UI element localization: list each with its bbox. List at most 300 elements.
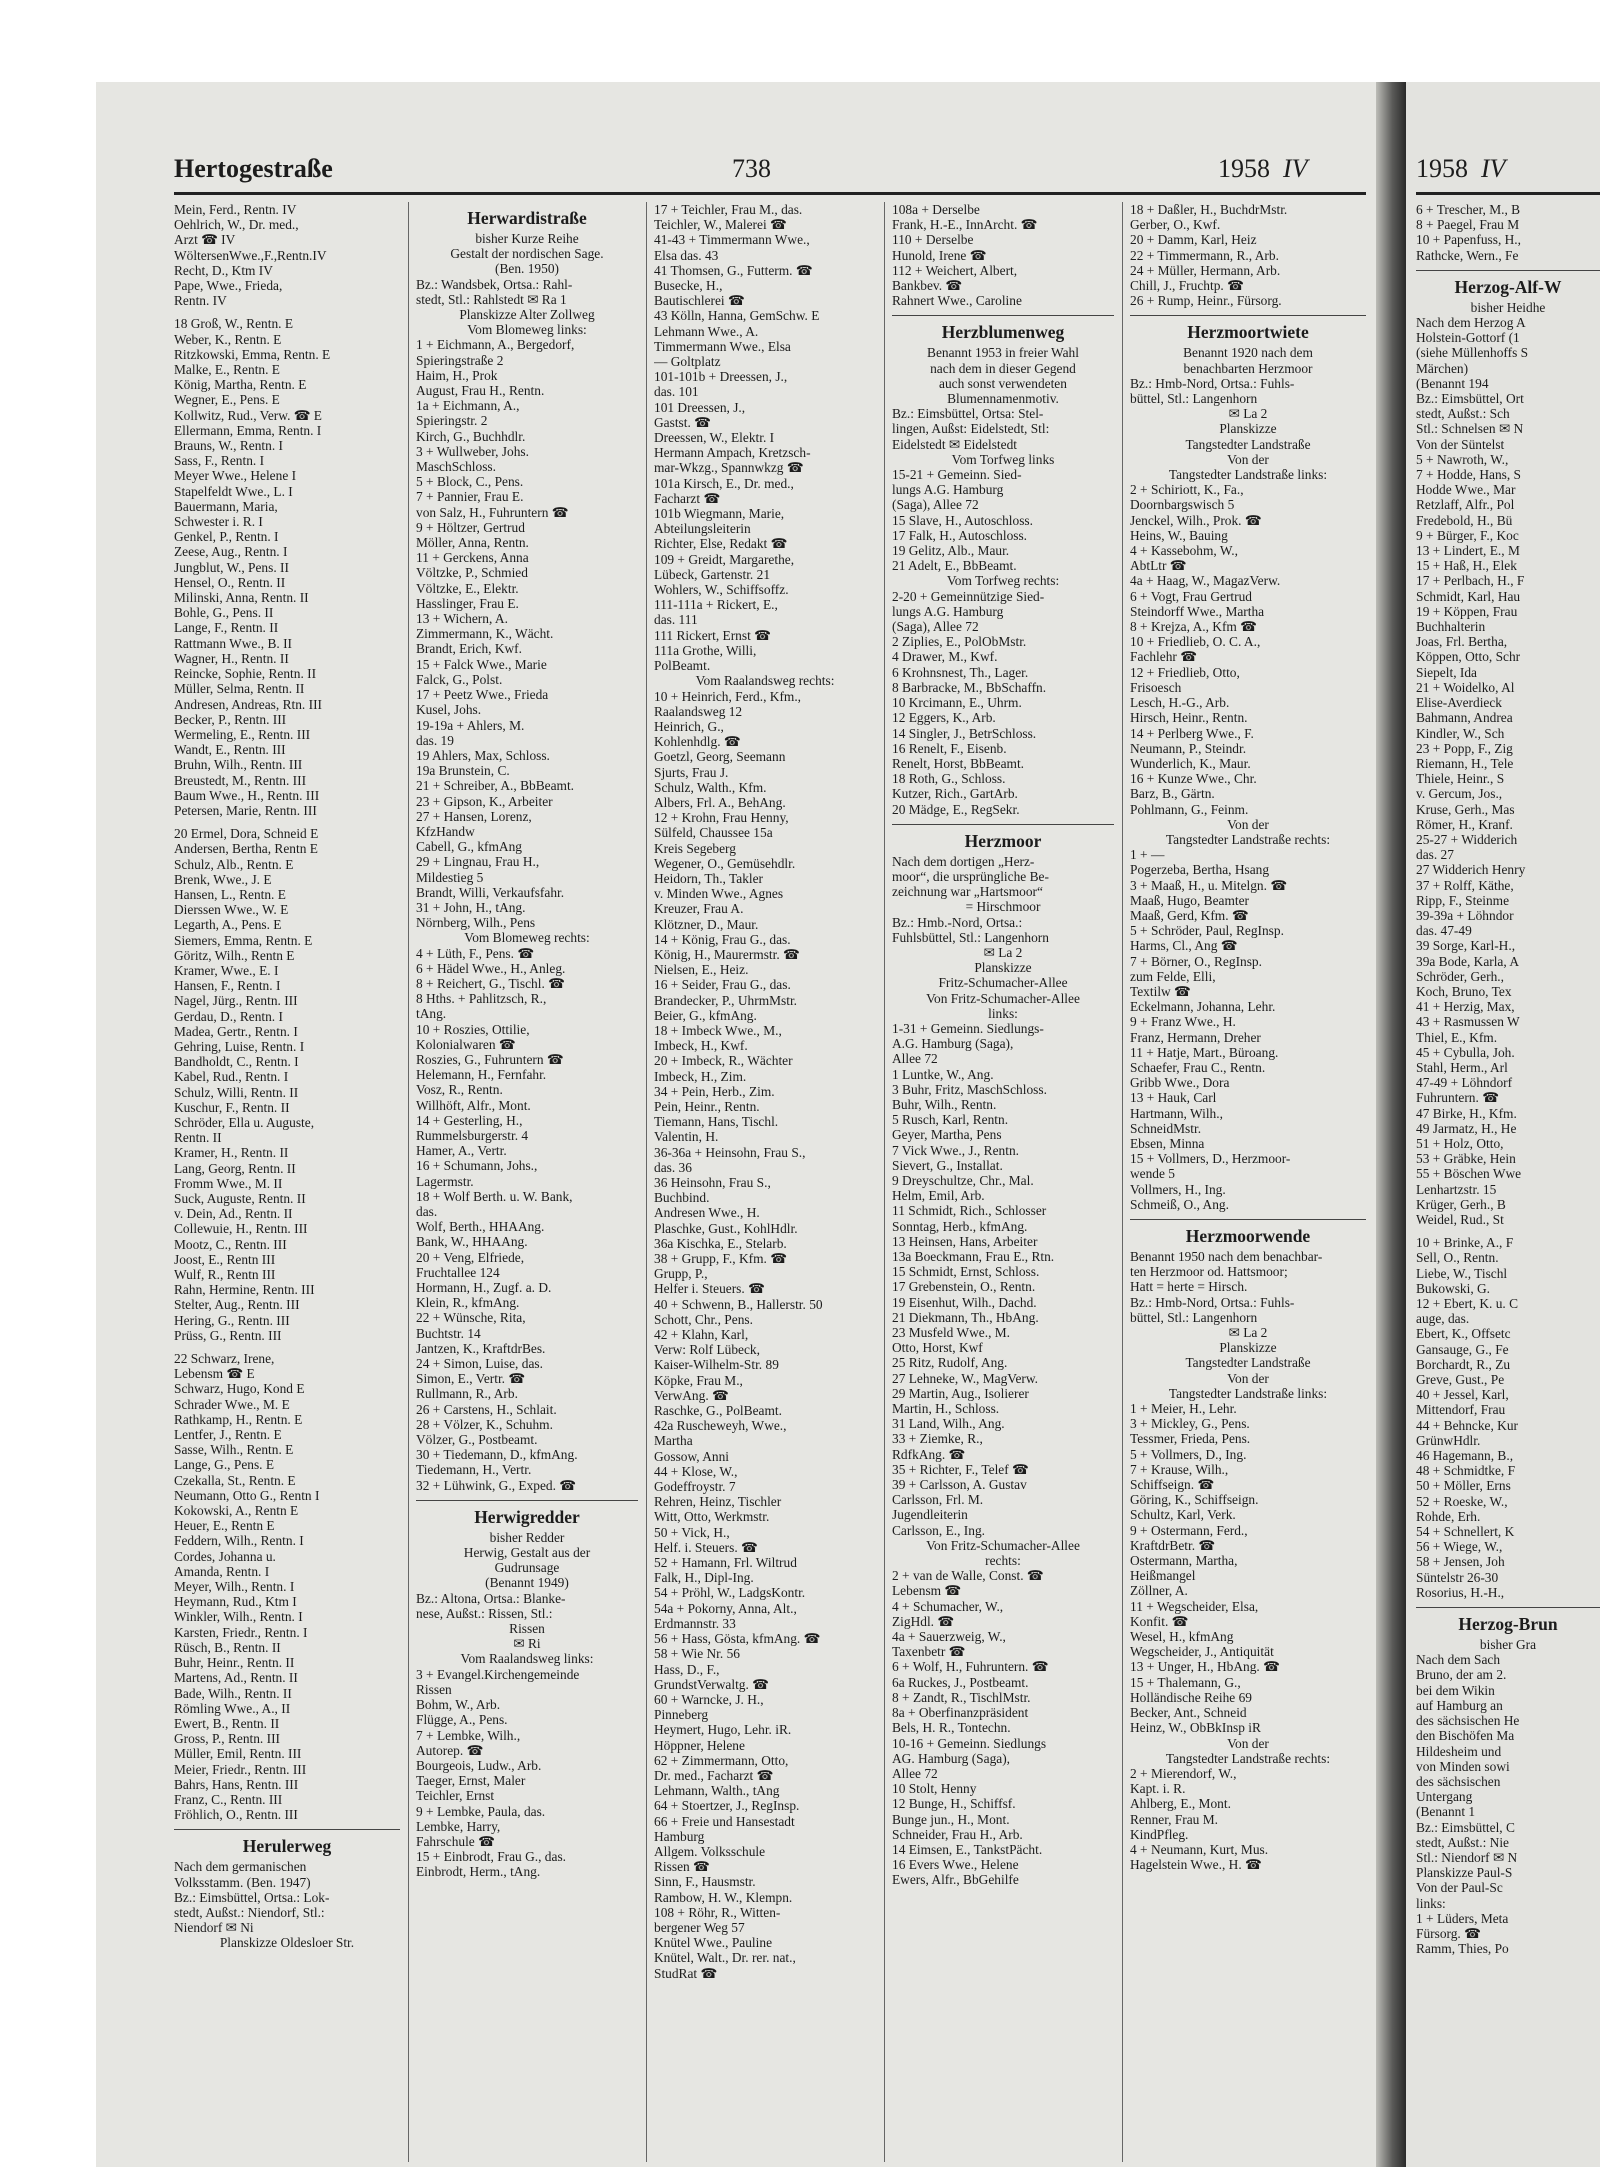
directory-entry: 23 Musfeld Wwe., M.: [892, 1325, 1011, 1341]
directory-entry: Höppner, Helene: [654, 1737, 745, 1753]
directory-entry: 22 + Wünsche, Rita,: [416, 1310, 526, 1326]
directory-entry: Kirch, G., Buchhdlr.: [416, 428, 526, 444]
directory-entry: Weidel, Rud., St: [1416, 1212, 1504, 1227]
directory-entry: Schaefer, Frau C., Rentn.: [1130, 1059, 1266, 1075]
directory-entry: Bohle, G., Pens. II: [174, 605, 274, 621]
directory-entry: Weber, K., Rentn. E: [174, 331, 282, 347]
directory-entry: 21 Adelt, E., BbBeamt.: [892, 558, 1017, 574]
directory-entry: Bautischlerei ☎: [654, 293, 745, 309]
directory-entry: Elsa das. 43: [654, 247, 719, 263]
directory-entry: Karsten, Friedr., Rentn. I: [174, 1624, 308, 1640]
directory-entry: zum Felde, Elli,: [1130, 968, 1216, 984]
directory-entry: stedt, Außst.: Nie: [1416, 1834, 1509, 1850]
directory-entry: den Bischöfen Ma: [1416, 1728, 1515, 1744]
directory-entry: Bz.: Hmb.-Nord, Ortsa.:: [892, 914, 1023, 930]
directory-entry: 39a Bode, Karla, A: [1416, 953, 1520, 969]
directory-entry: 1a + Eichmann, A.,: [416, 398, 520, 414]
directory-entry: 34 + Pein, Herb., Zim.: [654, 1083, 775, 1099]
street-heading: Herzmoortwiete: [1187, 322, 1309, 343]
directory-entry: Von der Süntelst: [1416, 436, 1505, 452]
directory-entry: Wandt, E., Rentn. III: [174, 742, 286, 758]
directory-entry: Kreis Segeberg: [654, 840, 736, 856]
directory-entry: Wegener, O., Gemüsehdlr.: [654, 855, 796, 871]
directory-entry: v. Gercum, Jos.,: [1416, 786, 1503, 802]
directory-entry: 14 + König, Frau G., das.: [654, 931, 791, 947]
directory-entry: Ebert, K., Offsetc: [1416, 1326, 1511, 1342]
directory-entry: Rahnert Wwe., Caroline: [892, 293, 1022, 309]
directory-entry: Lang, Georg, Rentn. II: [174, 1160, 296, 1176]
directory-entry: Wermeling, E., Rentn. III: [174, 726, 311, 742]
directory-entry: Holländische Reihe 69: [1130, 1689, 1252, 1705]
directory-entry: 9 + Lembke, Paula, das.: [416, 1803, 546, 1819]
directory-entry: lungs A.G. Hamburg: [892, 482, 1004, 498]
street-note: Planskizze: [1219, 1340, 1277, 1356]
directory-entry: 4 + Kassebohm, W.,: [1130, 543, 1238, 559]
directory-entry: Nagel, Jürg., Rentn. III: [174, 993, 298, 1009]
section-divider: [892, 824, 1114, 825]
directory-entry: 13 Heinsen, Hans, Arbeiter: [892, 1233, 1038, 1249]
directory-entry: Pape, Wwe., Frieda,: [174, 278, 283, 294]
directory-entry: Madea, Gertr., Rentn. I: [174, 1023, 298, 1039]
directory-entry: GrünwHdlr.: [1416, 1432, 1481, 1448]
directory-entry: wende 5: [1130, 1166, 1175, 1182]
directory-entry: Heinrich, G.,: [654, 718, 724, 734]
directory-entry: 4 + Schumacher, W.,: [892, 1598, 1004, 1614]
directory-entry: 16 + Seider, Frau G., das.: [654, 977, 791, 993]
directory-entry: Maaß, Gerd, Kfm. ☎: [1130, 907, 1249, 923]
directory-entry: Lebensm ☎ E: [174, 1366, 255, 1382]
right-column: [1416, 202, 1600, 1956]
column-divider: [646, 202, 647, 2162]
entry-gap: [1416, 1227, 1600, 1235]
directory-entry: Kutzer, Rich., GartArb.: [892, 786, 1018, 802]
directory-entry: Andresen, Andreas, Rtn. III: [174, 696, 323, 712]
directory-entry: von Salz, H., Fuhruntern ☎: [416, 504, 569, 520]
directory-entry: Joost, E., Rentn III: [174, 1251, 276, 1267]
directory-entry: Pein, Heinr., Rentn.: [654, 1098, 760, 1114]
directory-entry: Knütel, Walt., Dr. rer. nat.,: [654, 1950, 796, 1966]
directory-entry: Ebsen, Minna: [1130, 1135, 1205, 1151]
directory-entry: Heins, W., Bauing: [1130, 527, 1228, 543]
directory-entry: Becker, Ant., Schneid: [1130, 1705, 1247, 1721]
directory-entry: Siepelt, Ida: [1416, 664, 1477, 680]
directory-entry: das. 111: [654, 612, 698, 628]
directory-entry: Raschke, G., PolBeamt.: [654, 1403, 782, 1419]
directory-entry: Falk, H., Dipl-Ing.: [654, 1570, 754, 1586]
directory-entry: 19 Ahlers, Max, Schloss.: [416, 747, 550, 763]
directory-entry: Bahrs, Hans, Rentn. III: [174, 1776, 299, 1792]
directory-entry: Bankbev. ☎: [892, 278, 963, 294]
directory-entry: Helf. i. Steuers. ☎: [654, 1539, 758, 1555]
directory-entry: Sasse, Wilh., Rentn. E: [174, 1442, 294, 1458]
directory-entry: Prüss, G., Rentn. III: [174, 1327, 282, 1343]
directory-entry: 16 + Schumann, Johs.,: [416, 1158, 538, 1174]
directory-entry: Abteilungsleiterin: [654, 521, 751, 537]
directory-entry: Nörnberg, Wilh., Pens: [416, 915, 536, 931]
directory-entry: 8 + Krejza, A., Kfm ☎: [1130, 619, 1257, 635]
directory-page-left: [96, 82, 1376, 2167]
column-1: [174, 202, 400, 1951]
directory-entry: Bade, Wilh., Rentn. II: [174, 1685, 292, 1701]
directory-entry: Barz, B., Gärtn.: [1130, 786, 1215, 802]
directory-entry: Bz.: Hmb-Nord, Ortsa.: Fuhls-: [1130, 1294, 1295, 1310]
directory-entry: 1 + —: [1130, 847, 1165, 863]
directory-entry: Schröder, Ella u. Auguste,: [174, 1114, 315, 1130]
directory-entry: Tiedemann, H., Vertr.: [416, 1462, 532, 1478]
directory-entry: 9 + Höltzer, Gertrud: [416, 519, 525, 535]
directory-entry: Falck, G., Polst.: [416, 671, 503, 687]
directory-entry: bergener Weg 57: [654, 1919, 745, 1935]
directory-entry: Lange, F., Rentn. II: [174, 620, 279, 636]
directory-entry: Steindorff Wwe., Martha: [1130, 603, 1265, 619]
directory-entry: Meier, Friedr., Rentn. III: [174, 1761, 307, 1777]
directory-entry: Fredebold, H., Bü: [1416, 512, 1513, 528]
street-note: Tangstedter Landstraße links:: [1168, 467, 1328, 483]
section-divider: [416, 1500, 638, 1501]
directory-entry: 35 + Richter, F., Telef ☎: [892, 1461, 1029, 1477]
directory-entry: Becker, P., Rentn. III: [174, 711, 287, 727]
page-volume: IV: [1283, 154, 1308, 183]
directory-entry: AbtLtr ☎: [1130, 558, 1187, 574]
directory-entry: 27 Widderich Henry: [1416, 862, 1526, 878]
directory-entry: 56 + Wiege, W.,: [1416, 1539, 1503, 1555]
directory-entry: stedt, Außst.: Sch: [1416, 406, 1510, 422]
directory-entry: Zeese, Aug., Rentn. I: [174, 544, 288, 560]
directory-entry: Bruno, der am 2.: [1416, 1667, 1507, 1683]
page-title: Hertogestraße: [174, 154, 333, 183]
directory-entry: Einbrodt, Herm., tAng.: [416, 1864, 541, 1880]
column-divider: [884, 202, 885, 2162]
directory-entry: 15-21 + Gemeinn. Sied-: [892, 467, 1022, 483]
directory-entry: 17 + Perlbach, H., F: [1416, 573, 1525, 589]
street-note: bisher Heidhe: [1470, 299, 1546, 315]
street-note: Planskizze: [974, 960, 1032, 976]
directory-entry: Ripp, F., Steinme: [1416, 892, 1510, 908]
directory-entry: 2 + Mierendorf, W.,: [1130, 1765, 1237, 1781]
directory-entry: 27 Lehneke, W., MagVerw.: [892, 1370, 1039, 1386]
directory-entry: 7 + Börner, O., RegInsp.: [1130, 953, 1262, 969]
directory-entry: 1 Luntke, W., Ang.: [892, 1066, 994, 1082]
directory-entry: 58 + Wie Nr. 56: [654, 1646, 740, 1662]
directory-entry: Amanda, Rentn. I: [174, 1563, 270, 1579]
directory-entry: Kohlenhdlg. ☎: [654, 734, 741, 750]
directory-entry: 52 + Hamann, Frl. Wiltrud: [654, 1555, 797, 1571]
directory-entry: 47-49 + Löhndorf: [1416, 1075, 1513, 1091]
directory-entry: Joas, Frl. Bertha,: [1416, 634, 1508, 650]
directory-entry: Gansauge, G., Fe: [1416, 1341, 1509, 1357]
directory-entry: 5 + Block, C., Pens.: [416, 474, 524, 490]
directory-entry: Bz.: Altona, Ortsa.: Blanke-: [416, 1590, 566, 1606]
directory-entry: 15 + Haß, H., Elek: [1416, 558, 1517, 574]
directory-entry: das. 101: [654, 384, 699, 400]
directory-entry: Petersen, Marie, Rentn. III: [174, 802, 317, 818]
directory-entry: 42a Ruscheweyh, Wwe.,: [654, 1418, 787, 1434]
directory-entry: Renner, Frau M.: [1130, 1811, 1218, 1827]
directory-entry: Nach dem dortigen „Herz-: [892, 853, 1035, 869]
directory-entry: Sinn, F., Hausmstr.: [654, 1874, 756, 1890]
directory-entry: Teichler, W., Malerei ☎: [654, 217, 787, 233]
directory-entry: Franz, Hermann, Dreher: [1130, 1029, 1261, 1045]
street-heading: Herzog-Brun: [1458, 1614, 1558, 1635]
directory-entry: (Benannt 194: [1416, 375, 1489, 391]
directory-entry: Benannt 1950 nach dem benachbar-: [1130, 1249, 1323, 1264]
directory-entry: Frank, H.-E., InnArcht. ☎: [892, 217, 1038, 233]
directory-entry: Hildesheim und: [1416, 1743, 1502, 1759]
directory-entry: 41 + Herzig, Max,: [1416, 999, 1515, 1015]
street-note: Fritz-Schumacher-Allee: [938, 975, 1068, 991]
directory-entry: Niendorf ✉ Ni: [174, 1920, 254, 1936]
directory-entry: 2 Ziplies, E., PolObMstr.: [892, 634, 1027, 650]
column-3: [654, 202, 876, 1981]
directory-entry: 45 + Cybulla, Joh.: [1416, 1044, 1515, 1060]
directory-entry: 20 Ermel, Dora, Schneid E: [174, 826, 319, 842]
directory-entry: Koch, Bruno, Tex: [1416, 983, 1512, 999]
directory-entry: Hamburg: [654, 1828, 705, 1844]
directory-entry: 10 + Brinke, A., F: [1416, 1235, 1514, 1251]
directory-entry: Chill, J., Fruchtp. ☎: [1130, 278, 1244, 294]
directory-entry: Gerdau, D., Rentn. I: [174, 1008, 283, 1024]
street-note: bisher Redder: [489, 1529, 565, 1545]
header-rule: [174, 192, 1366, 195]
directory-entry: Rentn. IV: [174, 293, 227, 309]
street-note: Tangstedter Landstraße links:: [1168, 1385, 1328, 1401]
directory-entry: Sjurts, Frau J.: [654, 764, 729, 780]
right-page-header: [1416, 154, 1506, 184]
street-note: Von der: [1227, 816, 1269, 832]
directory-entry: Franz, C., Rentn. III: [174, 1791, 283, 1807]
column-divider: [1122, 202, 1123, 2162]
directory-entry: 3 + Mickley, G., Pens.: [1130, 1416, 1250, 1432]
directory-entry: 20 + Damm, Karl, Heiz: [1130, 232, 1257, 248]
directory-entry: Kindler, W., Sch: [1416, 725, 1505, 741]
directory-entry: Renelt, Horst, BbBeamt.: [892, 755, 1025, 771]
section-divider: [1130, 1219, 1366, 1220]
directory-entry: Textilw ☎: [1130, 983, 1191, 999]
directory-entry: Lesch, H.-G., Arb.: [1130, 695, 1230, 711]
directory-entry: 11 + Hatje, Mart., Büroang.: [1130, 1044, 1279, 1060]
directory-entry: Jugendleiterin: [892, 1507, 968, 1523]
directory-entry: ten Herzmoor od. Hattsmoor;: [1130, 1264, 1288, 1280]
directory-entry: 5 + Schröder, Paul, RegInsp.: [1130, 923, 1284, 939]
directory-entry: Spieringstraße 2: [416, 352, 504, 368]
directory-entry: Helfer i. Steuers. ☎: [654, 1281, 765, 1297]
directory-entry: Zimmermann, K., Wächt.: [416, 626, 554, 642]
directory-entry: Lübeck, Gartenstr. 21: [654, 566, 771, 582]
directory-entry: Carlsson, Frl. M.: [892, 1492, 984, 1508]
directory-entry: 4a + Sauerzweig, W.,: [892, 1629, 1006, 1645]
directory-entry: Rissen: [416, 1681, 452, 1697]
directory-entry: das. 36: [654, 1159, 692, 1175]
page-year: 1958: [1218, 154, 1270, 183]
directory-entry: Imbeck, H., Kwf.: [654, 1038, 748, 1054]
directory-entry: 6a Ruckes, J., Postbeamt.: [892, 1674, 1029, 1690]
directory-entry: Oehlrich, W., Dr. med.,: [174, 217, 299, 233]
directory-entry: 43 Kölln, Hanna, GemSchw. E: [654, 308, 820, 324]
directory-entry: 36 Heinsohn, Frau S.,: [654, 1175, 771, 1190]
directory-entry: 6 + Hädel Wwe., H., Anleg.: [416, 960, 566, 976]
section-divider: [892, 315, 1114, 316]
directory-entry: 8a + Oberfinanzpräsident: [892, 1705, 1029, 1721]
directory-entry: Kollwitz, Rud., Verw. ☎ E: [174, 407, 322, 423]
directory-entry: PolBeamt.: [654, 658, 711, 674]
page-year-volume: [1218, 154, 1308, 184]
directory-entry: 51 + Holz, Otto,: [1416, 1135, 1504, 1151]
directory-entry: Allee 72: [892, 1765, 938, 1781]
directory-entry: Schrader Wwe., M. E: [174, 1396, 290, 1412]
street-note: Vom Raalandsweg rechts:: [695, 673, 835, 689]
directory-entry: 26 + Carstens, H., Schlait.: [416, 1401, 557, 1417]
directory-entry: 11 + Wegscheider, Elsa,: [1130, 1598, 1259, 1614]
section-divider: [1416, 1607, 1600, 1608]
directory-entry: A.G. Hamburg (Saga),: [892, 1036, 1014, 1052]
street-heading: Herulerweg: [242, 1836, 332, 1857]
directory-entry: 111-111a + Rickert, E.,: [654, 597, 778, 613]
directory-entry: 52 + Roeske, W.,: [1416, 1493, 1508, 1509]
street-heading: Herzblumenweg: [941, 322, 1065, 343]
directory-entry: Dierssen Wwe., W. E: [174, 902, 289, 918]
directory-entry: 6 + Vogt, Frau Gertrud: [1130, 588, 1252, 604]
street-note: Tangstedter Landstraße: [1185, 436, 1311, 452]
directory-entry: 12 Bunge, H., Schiffsf.: [892, 1796, 1016, 1812]
directory-entry: Bz.: Eimsbüttel, C: [1416, 1819, 1515, 1835]
directory-entry: Ramm, Thies, Po: [1416, 1941, 1509, 1957]
directory-entry: Carlsson, E., Ing.: [892, 1522, 985, 1538]
directory-entry: Recht, D., Ktm IV: [174, 262, 273, 278]
directory-entry: Rummelsburgerstr. 4: [416, 1127, 529, 1143]
directory-entry: Rissen ☎: [654, 1859, 710, 1875]
directory-entry: Kramer, Wwe., E. I: [174, 962, 279, 978]
directory-entry: Verw: Rolf Lübeck,: [654, 1342, 760, 1358]
directory-entry: Zöllner, A.: [1130, 1583, 1188, 1599]
directory-entry: Thiel, E., Kfm.: [1416, 1029, 1498, 1045]
directory-entry: 58 + Jensen, Joh: [1416, 1554, 1505, 1570]
street-note: Herwig, Gestalt aus der: [463, 1545, 591, 1561]
directory-entry: Martin, H., Schloss.: [892, 1401, 1000, 1417]
directory-entry: Hormann, H., Zugf. a. D.: [416, 1280, 552, 1296]
directory-entry: Gerber, O., Kwf.: [1130, 217, 1221, 233]
section-divider: [174, 1829, 400, 1830]
street-note: (Ben. 1950): [495, 261, 559, 277]
directory-entry: 12 + Krohn, Frau Henny,: [654, 810, 789, 826]
directory-entry: 4 + Lüth, F., Pens. ☎: [416, 945, 535, 961]
directory-entry: 7 + Krause, Wilh.,: [1130, 1461, 1229, 1477]
directory-entry: 4 Drawer, M., Kwf.: [892, 649, 998, 665]
directory-entry: Bandholdt, C., Rentn. I: [174, 1054, 299, 1070]
street-note: Rissen: [509, 1621, 545, 1637]
directory-entry: Taeger, Ernst, Maler: [416, 1773, 526, 1789]
street-note: Von der: [1227, 1735, 1269, 1751]
directory-entry: Kramer, H., Rentn. II: [174, 1145, 289, 1161]
directory-entry: Brandecker, P., UhrmMstr.: [654, 992, 798, 1008]
street-note: links:: [988, 1005, 1018, 1021]
directory-entry: 15 Slave, H., Autoschloss.: [892, 512, 1033, 528]
directory-entry: Krüger, Gerh., B: [1416, 1196, 1506, 1212]
directory-entry: 10 Stolt, Henny: [892, 1781, 977, 1797]
street-heading: Herzog-Alf-W: [1454, 276, 1562, 297]
directory-entry: Nielsen, E., Heiz.: [654, 962, 749, 978]
directory-entry: Lenhartzstr. 15: [1416, 1181, 1497, 1197]
directory-entry: Fromm Wwe., M. II: [174, 1175, 283, 1191]
directory-entry: Hasslinger, Frau E.: [416, 595, 519, 611]
directory-entry: 2-20 + Gemeinnützige Sied-: [892, 588, 1045, 604]
street-note: ✉ Ri: [513, 1636, 541, 1652]
directory-entry: Fröhlich, O., Rentn. III: [174, 1807, 298, 1823]
directory-entry: Harms, Cl., Ang ☎: [1130, 938, 1238, 954]
directory-entry: Doornbargswisch 5: [1130, 497, 1235, 513]
directory-entry: 32 + Lühwink, G., Exped. ☎: [416, 1477, 576, 1493]
directory-entry: Buchhalterin: [1416, 619, 1486, 635]
directory-entry: Helm, Emil, Arb.: [892, 1188, 985, 1204]
directory-entry: Godeffroystr. 7: [654, 1479, 736, 1495]
directory-entry: Hartmann, Wilh.,: [1130, 1105, 1223, 1121]
directory-entry: 56 + Hass, Gösta, kfmAng. ☎: [654, 1631, 821, 1647]
directory-entry: 18 Groß, W., Rentn. E: [174, 316, 294, 332]
street-note: bisher Kurze Reihe: [475, 231, 579, 246]
directory-entry: Lehmann Wwe., A.: [654, 323, 759, 339]
directory-page-right: [1406, 82, 1600, 2167]
street-note: Von Fritz-Schumacher-Allee: [926, 990, 1080, 1006]
directory-entry: Rahn, Hermine, Rentn. III: [174, 1282, 315, 1298]
directory-entry: 44 + Klose, W.,: [654, 1463, 738, 1479]
directory-entry: Rosorius, H.-H.,: [1416, 1584, 1505, 1600]
directory-entry: 7 + Pannier, Frau E.: [416, 489, 524, 505]
directory-entry: Vosz, R., Rentn.: [416, 1082, 503, 1098]
directory-entry: 24 + Simon, Luise, das.: [416, 1356, 543, 1372]
directory-entry: 46 Hagemann, B.,: [1416, 1448, 1514, 1464]
directory-entry: Fachlehr ☎: [1130, 649, 1197, 665]
directory-entry: 41 Thomsen, G., Futterm. ☎: [654, 262, 813, 278]
directory-entry: Bahmann, Andrea: [1416, 710, 1513, 726]
directory-entry: 19a Brunstein, C.: [416, 763, 510, 779]
directory-entry: Schmeiß, O., Ang.: [1130, 1196, 1229, 1212]
directory-entry: Märchen): [1416, 360, 1469, 376]
directory-entry: 18 Roth, G., Schloss.: [892, 771, 1006, 787]
directory-entry: Hermann Ampach, Kretzsch-: [654, 445, 811, 461]
entry-gap: [174, 308, 400, 316]
directory-entry: das. 27: [1416, 847, 1454, 863]
directory-entry: Gehring, Luise, Rentn. I: [174, 1038, 305, 1054]
directory-entry: König, Martha, Rentn. E: [174, 377, 307, 393]
directory-entry: 21 + Woidelko, Al: [1416, 679, 1515, 695]
directory-entry: Rüsch, B., Rentn. II: [174, 1639, 281, 1655]
directory-entry: 15 + Einbrodt, Frau G., das.: [416, 1849, 566, 1865]
directory-entry: Buhr, Heinr., Rentn. II: [174, 1655, 295, 1671]
directory-entry: Holstein-Gottorf (1: [1416, 330, 1520, 346]
directory-entry: moor“, die ursprüngliche Be-: [892, 868, 1049, 884]
directory-entry: 7 Vick Wwe., J., Rentn.: [892, 1142, 1020, 1158]
directory-entry: Bz.: Wandsbek, Ortsa.: Rahl-: [416, 276, 573, 292]
directory-entry: tAng.: [416, 1006, 447, 1022]
directory-entry: Lentfer, J., Rentn. E: [174, 1427, 282, 1443]
directory-entry: Reincke, Sophie, Rentn. II: [174, 666, 317, 682]
directory-entry: 19 Eisenhut, Wilh., Dachd.: [892, 1294, 1037, 1310]
directory-entry: Heidorn, Th., Takler: [654, 870, 764, 886]
directory-entry: Arzt ☎ IV: [174, 232, 236, 248]
directory-entry: Schiffseign. ☎: [1130, 1477, 1215, 1493]
directory-entry: Wolf, Berth., HHAAng.: [416, 1219, 545, 1235]
directory-entry: 18 + Wolf Berth. u. W. Bank,: [416, 1188, 573, 1204]
directory-entry: Siemers, Emma, Rentn. E: [174, 932, 313, 948]
directory-entry: Gossow, Anni: [654, 1448, 730, 1464]
directory-entry: 54a + Pokorny, Anna, Alt.,: [654, 1600, 797, 1616]
directory-entry: Klein, R., kfmAng.: [416, 1295, 520, 1311]
directory-entry: zeichnung war „Hartsmoor“: [892, 884, 1043, 900]
directory-entry: Sell, O., Rentn.: [1416, 1250, 1499, 1266]
directory-entry: 8 Barbracke, M., BbSchaffn.: [892, 679, 1047, 695]
directory-entry: 9 + Ostermann, Ferd.,: [1130, 1522, 1248, 1538]
street-note: rechts:: [985, 1553, 1021, 1569]
directory-entry: 4a + Haag, W., MagazVerw.: [1130, 573, 1281, 589]
